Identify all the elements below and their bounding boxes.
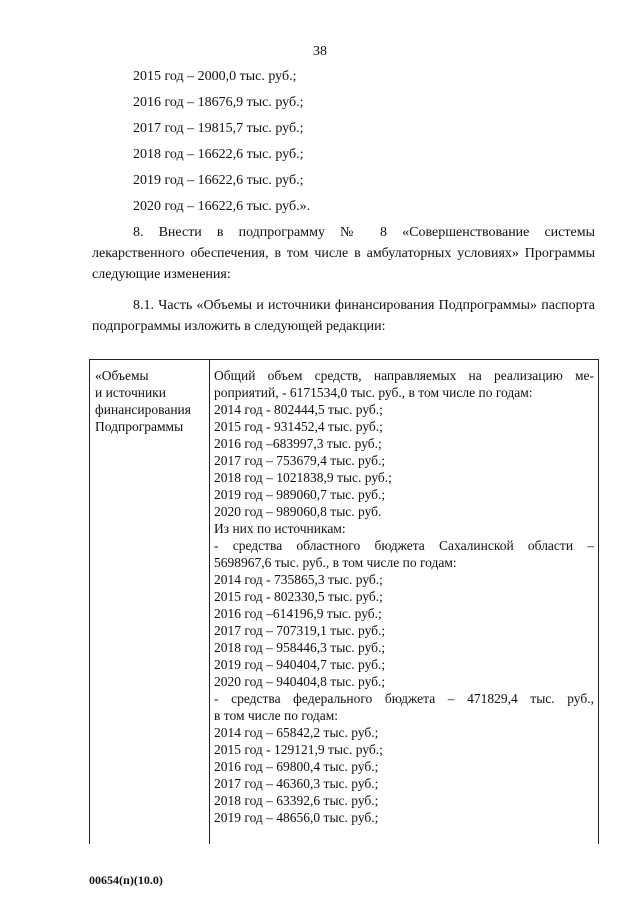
document-code: 00654(п)(10.0) xyxy=(89,873,163,887)
funding-year-line: 2017 год – 19815,7 тыс. руб.; xyxy=(133,121,304,136)
page-number: 38 xyxy=(313,44,327,59)
label-line: «Объемы xyxy=(95,368,149,383)
label-line: Подпрограммы xyxy=(95,419,184,434)
regional-year-line: 2020 год – 940404,8 тыс. руб.; xyxy=(214,674,386,689)
regional-year-line: 2019 год – 940404,7 тыс. руб.; xyxy=(214,657,386,672)
paragraph-8-1-text: 8.1. Часть «Объемы и источники финансирования Подпрограммы» паспорта подпрограммы изложить в следующей редакции: xyxy=(92,298,595,334)
total-year-line: 2018 год – 1021838,9 тыс. руб.; xyxy=(214,470,392,485)
paragraph-8-1 xyxy=(92,295,595,337)
total-year-line: 2015 год - 931452,4 тыс. руб.; xyxy=(214,419,383,434)
regional-year-line: 2016 год –614196,9 тыс. руб.; xyxy=(214,606,382,621)
total-year-line: 2014 год - 802444,5 тыс. руб.; xyxy=(214,402,383,417)
federal-year-line: 2014 год – 65842,2 тыс. руб.; xyxy=(214,725,379,740)
total-year-line: 2017 год – 753679,4 тыс. руб.; xyxy=(214,453,386,468)
funding-year-line: 2015 год – 2000,0 тыс. руб.; xyxy=(133,69,297,84)
total-year-line: 2016 год –683997,3 тыс. руб.; xyxy=(214,436,382,451)
federal-year-line: 2016 год – 69800,4 тыс. руб.; xyxy=(214,759,379,774)
federal-year-line: 2015 год - 129121,9 тыс. руб.; xyxy=(214,742,383,757)
total-line: роприятий, - 6171534,0 тыс. руб., в том числе по годам: xyxy=(214,385,533,400)
funding-year-line: 2019 год – 16622,6 тыс. руб.; xyxy=(133,173,304,188)
regional-budget-line: 5698967,6 тыс. руб., в том числе по годам: xyxy=(214,555,457,570)
paragraph-8-text: 8. Внести в подпрограмму № 8 «Совершенствование системы лекарственного обеспечения, в том числе в амбулаторных условиях» Программы следующие изменения: xyxy=(92,225,595,282)
regional-year-line: 2018 год – 958446,3 тыс. руб.; xyxy=(214,640,386,655)
sources-heading: Из них по источникам: xyxy=(214,521,346,536)
label-line: финансирования xyxy=(95,402,191,417)
table-label-cell xyxy=(95,367,207,435)
total-year-line: 2020 год – 989060,8 тыс. руб. xyxy=(214,504,382,519)
federal-year-line: 2017 год – 46360,3 тыс. руб.; xyxy=(214,776,379,791)
funding-year-list xyxy=(133,64,310,220)
total-year-line: 2019 год – 989060,7 тыс. руб.; xyxy=(214,487,386,502)
regional-year-line: 2015 год - 802330,5 тыс. руб.; xyxy=(214,589,383,604)
funding-year-line: 2018 год – 16622,6 тыс. руб.; xyxy=(133,147,304,162)
federal-year-line: 2019 год – 48656,0 тыс. руб.; xyxy=(214,810,379,825)
total-line: Общий объем средств, направляемых на реализацию ме- xyxy=(214,368,594,383)
table-value-cell xyxy=(214,367,594,826)
regional-year-line: 2017 год – 707319,1 тыс. руб.; xyxy=(214,623,386,638)
funding-year-line: 2020 год – 16622,6 тыс. руб.». xyxy=(133,199,311,214)
label-line: и источники xyxy=(95,385,166,400)
federal-budget-line: в том числе по годам: xyxy=(214,708,339,723)
paragraph-8 xyxy=(92,222,595,285)
regional-budget-line: - средства областного бюджета Сахалинской области – xyxy=(214,538,594,553)
table-column-divider xyxy=(209,360,210,844)
federal-year-line: 2018 год – 63392,6 тыс. руб.; xyxy=(214,793,379,808)
federal-budget-line: - средства федерального бюджета – 471829,4 тыс. руб., xyxy=(214,691,594,706)
funding-year-line: 2016 год – 18676,9 тыс. руб.; xyxy=(133,95,304,110)
regional-year-line: 2014 год - 735865,3 тыс. руб.; xyxy=(214,572,383,587)
funding-table xyxy=(89,359,599,844)
